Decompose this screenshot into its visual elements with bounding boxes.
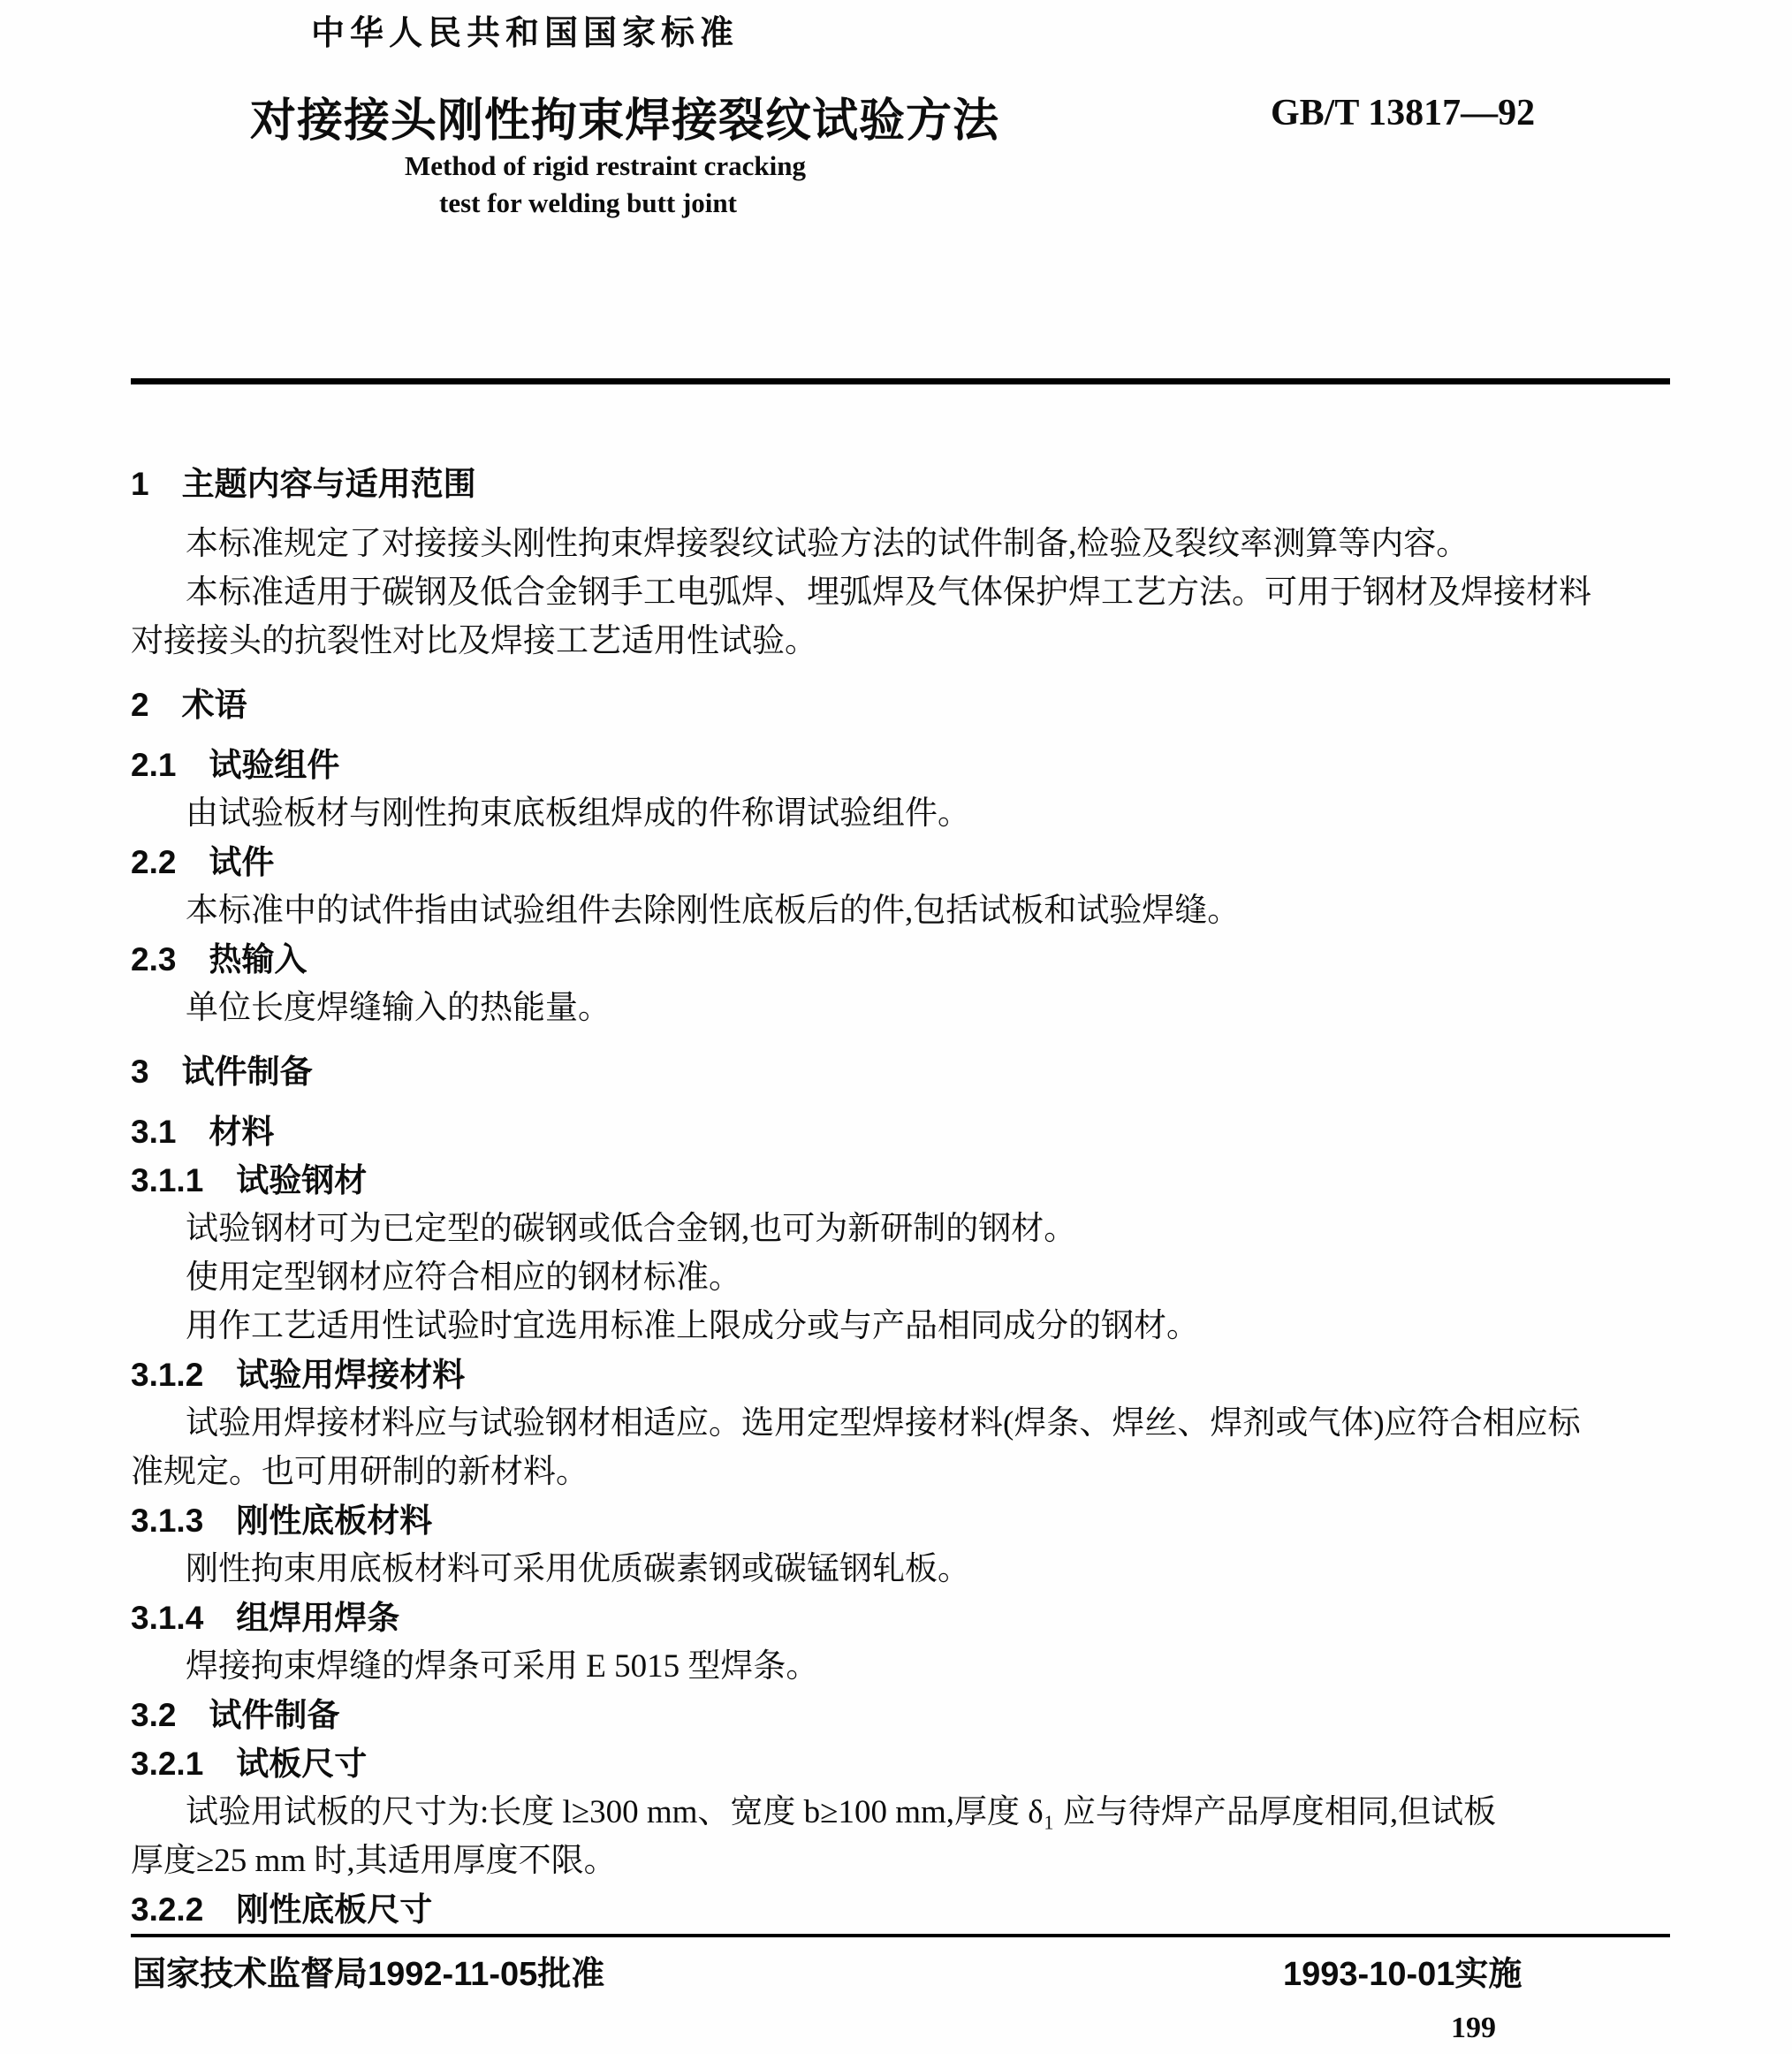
section-heading: 1 主题内容与适用范围 bbox=[131, 466, 476, 502]
section-heading: 2.2 试件 bbox=[131, 844, 275, 880]
footer-rule bbox=[131, 1934, 1670, 1937]
paragraph-line: 试验用试板的尺寸为:长度 l≥300 mm、宽度 b≥100 mm,厚度 δ₁ 应与待焊产品厚度相同,但试板 bbox=[186, 1794, 1497, 1830]
paragraph-line: 由试验板材与刚性拘束底板组焊成的件称谓试验组件。 bbox=[186, 795, 970, 832]
paragraph-line: 厚度≥25 mm 时,其适用厚度不限。 bbox=[131, 1843, 617, 1879]
paragraph-line: 焊接拘束焊缝的焊条可采用 E 5015 型焊条。 bbox=[186, 1648, 819, 1685]
header-rule bbox=[131, 378, 1670, 384]
national-standard-header: 中华人民共和国国家标准 bbox=[311, 15, 740, 52]
section-heading: 2.3 热输入 bbox=[131, 941, 308, 978]
section-heading: 2 术语 bbox=[131, 687, 247, 723]
document-body bbox=[131, 445, 1675, 1934]
paragraph-line: 对接接头的抗裂性对比及焊接工艺适用性试验。 bbox=[131, 623, 817, 659]
section-heading: 3.1 材料 bbox=[131, 1114, 275, 1150]
paragraph-line: 本标准中的试件指由试验组件去除刚性底板后的件,包括试板和试验焊缝。 bbox=[186, 893, 1241, 929]
approval-date: 国家技术监督局1992-11-05批准 bbox=[133, 1956, 605, 1993]
section-heading: 3.1.4 组焊用焊条 bbox=[131, 1600, 400, 1636]
section-heading: 2.1 试验组件 bbox=[131, 747, 340, 783]
standard-code: GB/T 13817—92 bbox=[1271, 93, 1536, 133]
paragraph-line: 本标准规定了对接接头刚性拘束焊接裂纹试验方法的试件制备,检验及裂纹率测算等内容。 bbox=[186, 526, 1469, 562]
paragraph-line: 单位长度焊缝输入的热能量。 bbox=[186, 990, 611, 1026]
section-heading: 3.2 试件制备 bbox=[131, 1697, 340, 1733]
document-title-en-line2: test for welding butt joint bbox=[439, 187, 737, 218]
section-heading: 3 试件制备 bbox=[131, 1054, 313, 1090]
paragraph-line: 刚性拘束用底板材料可采用优质碳素钢或碳锰钢轧板。 bbox=[186, 1551, 970, 1587]
paragraph-line: 试验钢材可为已定型的碳钢或低合金钢,也可为新研制的钢材。 bbox=[186, 1211, 1077, 1247]
page-number: 199 bbox=[1451, 2012, 1496, 2044]
document-title-zh: 对接接头刚性拘束焊接裂纹试验方法 bbox=[250, 95, 1000, 147]
section-heading: 3.2.1 试板尺寸 bbox=[131, 1746, 368, 1782]
paragraph-line: 本标准适用于碳钢及低合金钢手工电弧焊、埋弧焊及气体保护焊工艺方法。可用于钢材及焊接材料 bbox=[186, 574, 1591, 611]
section-heading: 3.1.2 试验用焊接材料 bbox=[131, 1357, 466, 1393]
paragraph-line: 试验用焊接材料应与试验钢材相适应。选用定型焊接材料(焊条、焊丝、焊剂或气体)应符合相应标 bbox=[186, 1405, 1581, 1442]
paragraph-line: 用作工艺适用性试验时宜选用标准上限成分或与产品相同成分的钢材。 bbox=[186, 1308, 1199, 1344]
section-heading: 3.1.3 刚性底板材料 bbox=[131, 1502, 433, 1539]
section-heading: 3.2.2 刚性底板尺寸 bbox=[131, 1891, 433, 1928]
section-heading: 3.1.1 试验钢材 bbox=[131, 1162, 368, 1198]
paragraph-line: 使用定型钢材应符合相应的钢材标准。 bbox=[186, 1259, 741, 1296]
document-title-en-line1: Method of rigid restraint cracking bbox=[405, 150, 807, 181]
implementation-date: 1993-10-01实施 bbox=[1283, 1956, 1522, 1993]
paragraph-line: 准规定。也可用研制的新材料。 bbox=[131, 1454, 588, 1490]
